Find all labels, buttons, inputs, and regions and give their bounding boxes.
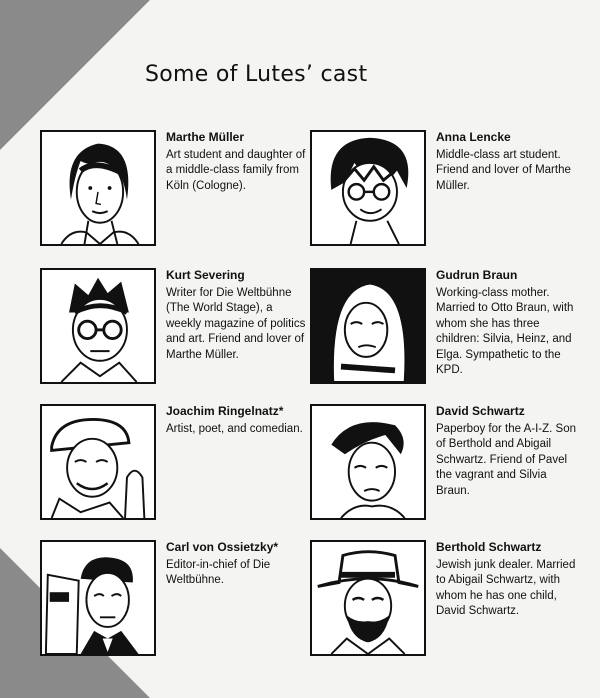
cast-name: Berthold Schwartz [436,540,542,554]
portrait-anna-lencke-drawing [312,132,424,244]
portrait-gudrun-braun [310,268,426,384]
portrait-gudrun-braun-drawing [312,270,424,382]
bio-carl-von-ossietzky [166,540,306,589]
portrait-marthe-muller-drawing [42,132,154,244]
cast-name: David Schwartz [436,404,525,418]
portrait-marthe-muller [40,130,156,246]
corner-decoration-top [0,0,150,150]
cast-name: Marthe Müller [166,130,245,144]
portrait-kurt-severing-drawing [42,270,154,382]
portrait-kurt-severing [40,268,156,384]
portrait-anna-lencke [310,130,426,246]
cast-description: Working-class mother. Married to Otto Braun, with whom she has three children: Silvia, Heinz, and Elga. Sympathetic to the KPD. [436,286,574,376]
cast-description: Editor-in-chief of Die Weltbühne. [166,558,271,586]
bio-kurt-severing [166,268,306,363]
cast-description: Middle-class art student. Friend and lover of Marthe Müller. [436,148,571,192]
portrait-carl-von-ossietzky-drawing [42,542,154,654]
cast-description: Art student and daughter of a middle-class family from Köln (Cologne). [166,148,306,192]
bio-david-schwartz [436,404,576,499]
page-title: Some of Lutes’ cast [145,62,368,87]
bio-berthold-schwartz [436,540,576,620]
cast-description: Writer for Die Weltbühne (The World Stage), a weekly magazine of politics and art. Friend and lover of Marthe Müller. [166,286,306,361]
cast-description: Artist, poet, and comedian. [166,422,303,435]
portrait-berthold-schwartz [310,540,426,656]
cast-name: Carl von Ossietzky* [166,540,279,554]
portrait-david-schwartz [310,404,426,520]
cast-name: Joachim Ringelnatz* [166,404,284,418]
portrait-joachim-ringelnatz [40,404,156,520]
bio-joachim-ringelnatz [166,404,306,437]
cast-name: Anna Lencke [436,130,511,144]
cast-description: Jewish junk dealer. Married to Abigail Schwartz, with whom he has one child, David Schwartz. [436,558,576,617]
cast-name: Gudrun Braun [436,268,518,282]
cast-name: Kurt Severing [166,268,245,282]
bio-marthe-muller [166,130,306,194]
portrait-david-schwartz-drawing [312,406,424,518]
bio-anna-lencke [436,130,576,194]
bio-gudrun-braun [436,268,576,379]
cast-description: Paperboy for the A-I-Z. Son of Berthold and Abigail Schwartz. Friend of Pavel the vagrant and Silvia Braun. [436,422,576,497]
portrait-berthold-schwartz-drawing [312,542,424,654]
portrait-joachim-ringelnatz-drawing [42,406,154,518]
portrait-carl-von-ossietzky [40,540,156,656]
